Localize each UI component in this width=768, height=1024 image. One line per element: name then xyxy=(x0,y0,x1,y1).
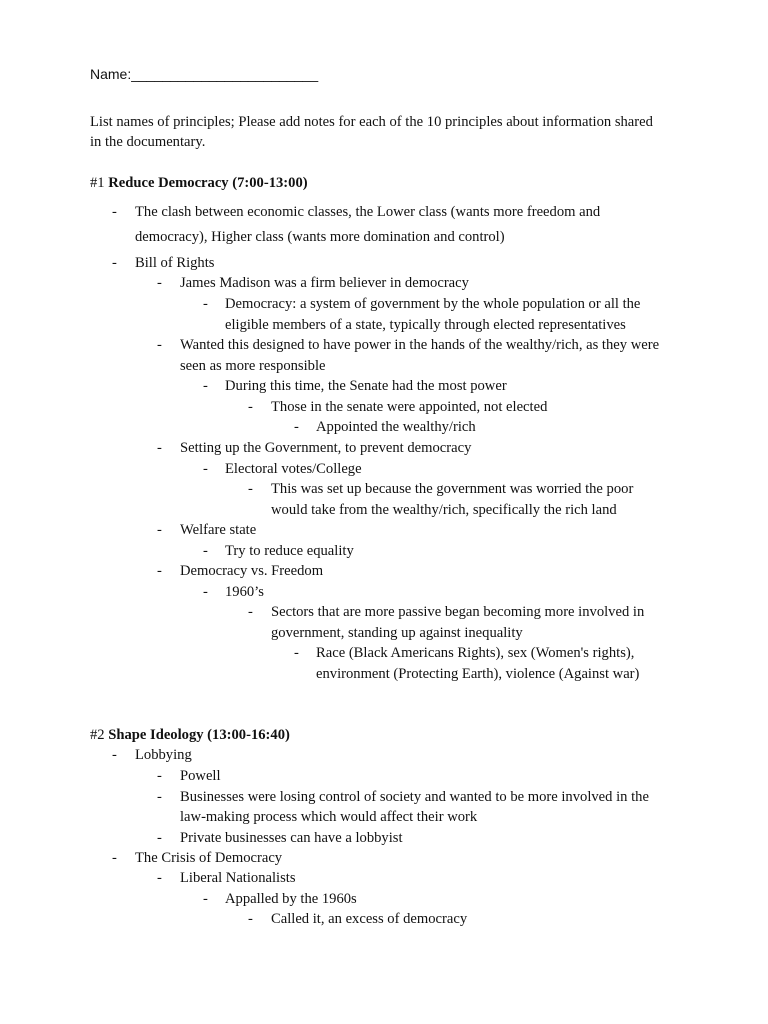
section-2-heading xyxy=(90,725,290,745)
name-field xyxy=(90,64,318,84)
list-item: The clash between economic classes, the Lower class (wants more freedom and xyxy=(135,204,601,220)
bullet-dash: - xyxy=(248,399,253,415)
list-item-continued: would take from the wealthy/rich, specifically the rich land xyxy=(271,502,617,518)
bullet-dash: - xyxy=(157,563,162,579)
section-1-title: Reduce Democracy (7:00-13:00) xyxy=(108,175,308,191)
bullet-dash: - xyxy=(157,275,162,291)
list-item: Lobbying xyxy=(135,747,192,763)
bullet-dash: - xyxy=(294,419,299,435)
list-item: Democracy: a system of government by the whole population or all the xyxy=(225,296,641,312)
list-item: 1960’s xyxy=(225,584,264,600)
list-item: This was set up because the government was worried the poor xyxy=(271,481,634,497)
bullet-dash: - xyxy=(157,789,162,805)
bullet-dash: - xyxy=(294,645,299,661)
list-item: Appalled by the 1960s xyxy=(225,891,357,907)
list-item: Setting up the Government, to prevent democracy xyxy=(180,440,472,456)
list-item: Try to reduce equality xyxy=(225,543,354,559)
bullet-dash: - xyxy=(112,850,117,866)
bullet-dash: - xyxy=(112,747,117,763)
bullet-dash: - xyxy=(248,604,253,620)
instructions-line-1: List names of principles; Please add notes for each of the 10 principles about information shared xyxy=(90,114,653,130)
list-item-continued: government, standing up against inequality xyxy=(271,625,523,641)
section-1-heading xyxy=(90,173,308,193)
list-item: Called it, an excess of democracy xyxy=(271,911,468,927)
bullet-dash: - xyxy=(248,481,253,497)
bullet-dash: - xyxy=(157,768,162,784)
list-item: Powell xyxy=(180,768,221,784)
list-item: Private businesses can have a lobbyist xyxy=(180,830,403,846)
bullet-dash: - xyxy=(157,440,162,456)
bullet-dash: - xyxy=(203,461,208,477)
list-item: During this time, the Senate had the most power xyxy=(225,378,507,394)
bullet-dash: - xyxy=(203,584,208,600)
list-item: Those in the senate were appointed, not elected xyxy=(271,399,548,415)
list-item: Liberal Nationalists xyxy=(180,870,296,886)
bullet-dash: - xyxy=(248,911,253,927)
list-item: Sectors that are more passive began becoming more involved in xyxy=(271,604,645,620)
bullet-dash: - xyxy=(112,204,117,220)
list-item: James Madison was a firm believer in democracy xyxy=(180,275,469,291)
list-item: Welfare state xyxy=(180,522,257,538)
bullet-dash: - xyxy=(203,378,208,394)
bullet-dash: - xyxy=(157,830,162,846)
bullet-dash: - xyxy=(157,870,162,886)
list-item: Appointed the wealthy/rich xyxy=(316,419,476,435)
bullet-dash: - xyxy=(112,255,117,271)
section-1-number: #1 xyxy=(90,175,109,191)
list-item: Wanted this designed to have power in the hands of the wealthy/rich, as they were xyxy=(180,337,660,353)
list-item-continued: democracy), Higher class (wants more domination and control) xyxy=(135,229,505,245)
bullet-dash: - xyxy=(203,296,208,312)
bullet-dash: - xyxy=(203,543,208,559)
bullet-dash: - xyxy=(203,891,208,907)
list-item: The Crisis of Democracy xyxy=(135,850,283,866)
instructions-line-2: in the documentary. xyxy=(90,134,206,150)
list-item-continued: environment (Protecting Earth), violence (Against war) xyxy=(316,666,640,682)
list-item: Democracy vs. Freedom xyxy=(180,563,324,579)
list-item-continued: eligible members of a state, typically through elected representatives xyxy=(225,317,626,333)
name-label: Name: xyxy=(90,66,132,82)
list-item: Race (Black Americans Rights), sex (Women's rights), xyxy=(316,645,635,661)
list-item: Businesses were losing control of society and wanted to be more involved in the xyxy=(180,789,649,805)
bullet-dash: - xyxy=(157,337,162,353)
list-item: Electoral votes/College xyxy=(225,461,362,477)
list-item-continued: seen as more responsible xyxy=(180,358,326,374)
bullet-dash: - xyxy=(157,522,162,538)
section-2-title: Shape Ideology (13:00-16:40) xyxy=(108,727,290,743)
name-blank: ________________________ xyxy=(131,66,319,82)
list-item: Bill of Rights xyxy=(135,255,215,271)
list-item-continued: law-making process which would affect their work xyxy=(180,809,478,825)
section-2-number: #2 xyxy=(90,727,109,743)
